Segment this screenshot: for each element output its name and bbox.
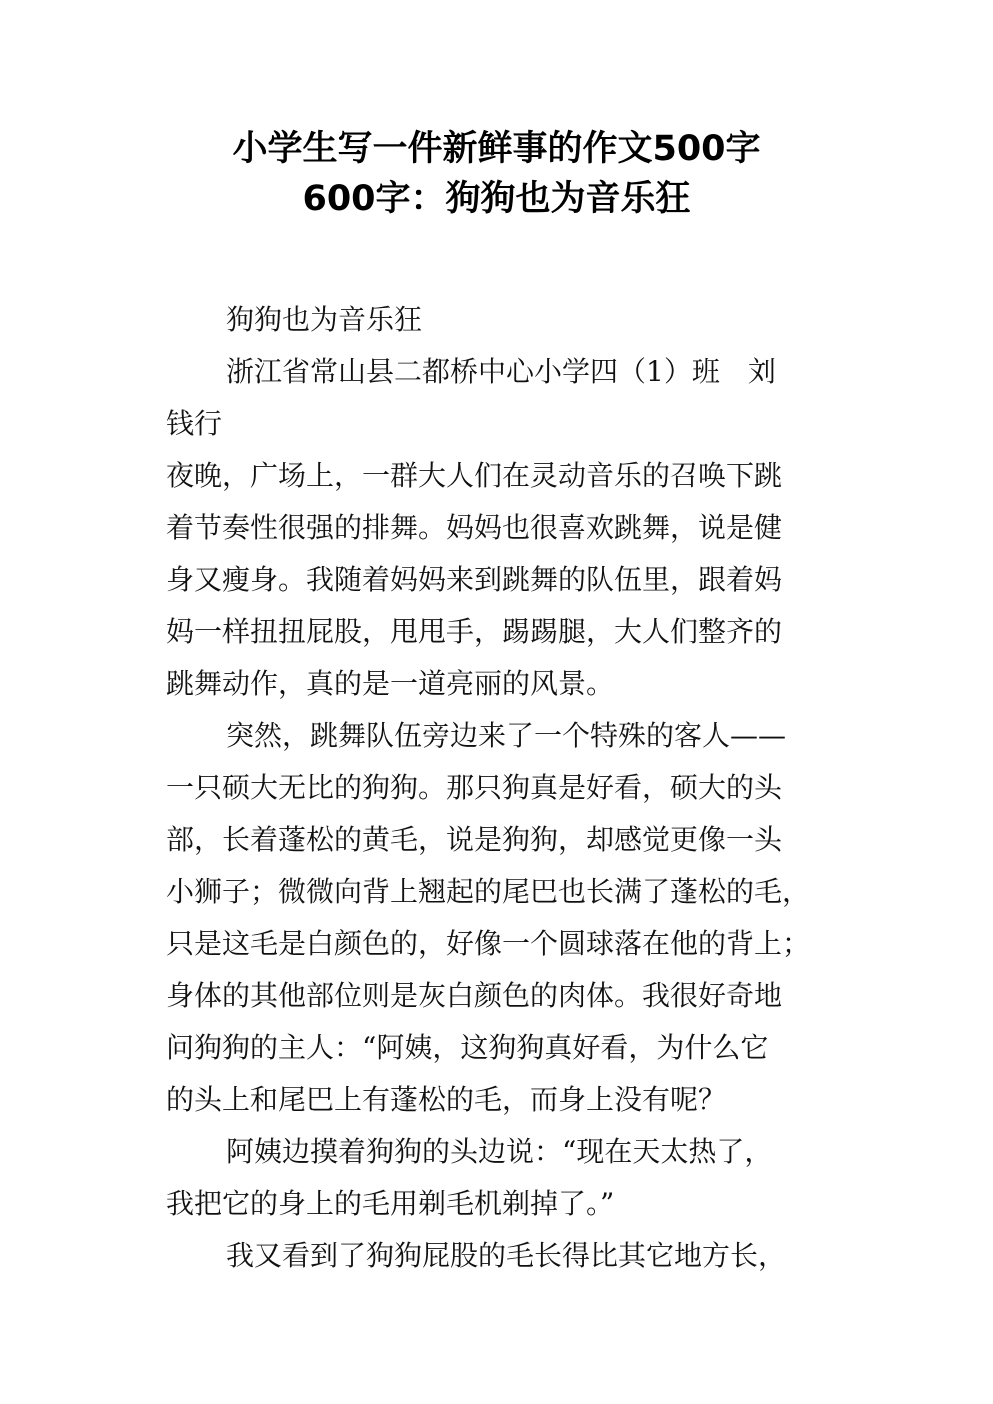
paragraph-line: 小狮子；微微向背上翘起的尾巴也长满了蓬松的毛，: [166, 875, 811, 908]
paragraph-line: 着节奏性很强的排舞。妈妈也很喜欢跳舞，说是健: [166, 511, 783, 544]
author-line-continued: 钱行: [166, 407, 223, 440]
paragraph-line: 的头上和尾巴上有蓬松的毛，而身上没有呢？: [166, 1083, 727, 1116]
paragraph-line: 问狗狗的主人：“阿姨，这狗狗真好看，为什么它: [166, 1031, 769, 1064]
paragraph-line: 身又瘦身。我随着妈妈来到跳舞的队伍里，跟着妈: [166, 563, 783, 596]
document-title-line-1: 小学生写一件新鲜事的作文500字: [232, 129, 761, 169]
document-title-line-2: 600字：狗狗也为音乐狂: [302, 179, 691, 219]
paragraph-line: 一只硕大无比的狗狗。那只狗真是好看，硕大的头: [166, 771, 783, 804]
author-line: 浙江省常山县二都桥中心小学四（1）班 刘: [226, 355, 776, 388]
article-subtitle: 狗狗也为音乐狂: [226, 303, 423, 336]
paragraph-line: 妈一样扭扭屁股，甩甩手，踢踢腿，大人们整齐的: [166, 615, 783, 648]
paragraph-line: 突然，跳舞队伍旁边来了一个特殊的客人——: [226, 719, 787, 752]
paragraph-line: 我把它的身上的毛用剃毛机剃掉了。”: [166, 1187, 615, 1220]
paragraph-line: 阿姨边摸着狗狗的头边说：“现在天太热了，: [226, 1135, 773, 1168]
paragraph-line: 夜晚，广场上，一群大人们在灵动音乐的召唤下跳: [166, 459, 783, 492]
paragraph-line: 只是这毛是白颜色的，好像一个圆球落在他的背上；: [166, 927, 811, 960]
paragraph-line: 部，长着蓬松的黄毛，说是狗狗，却感觉更像一头: [166, 823, 783, 856]
paragraph-line: 我又看到了狗狗屁股的毛长得比其它地方长，: [226, 1239, 787, 1272]
paragraph-line: 身体的其他部位则是灰白颜色的肉体。我很好奇地: [166, 979, 783, 1012]
paragraph-line: 跳舞动作，真的是一道亮丽的风景。: [166, 667, 615, 700]
